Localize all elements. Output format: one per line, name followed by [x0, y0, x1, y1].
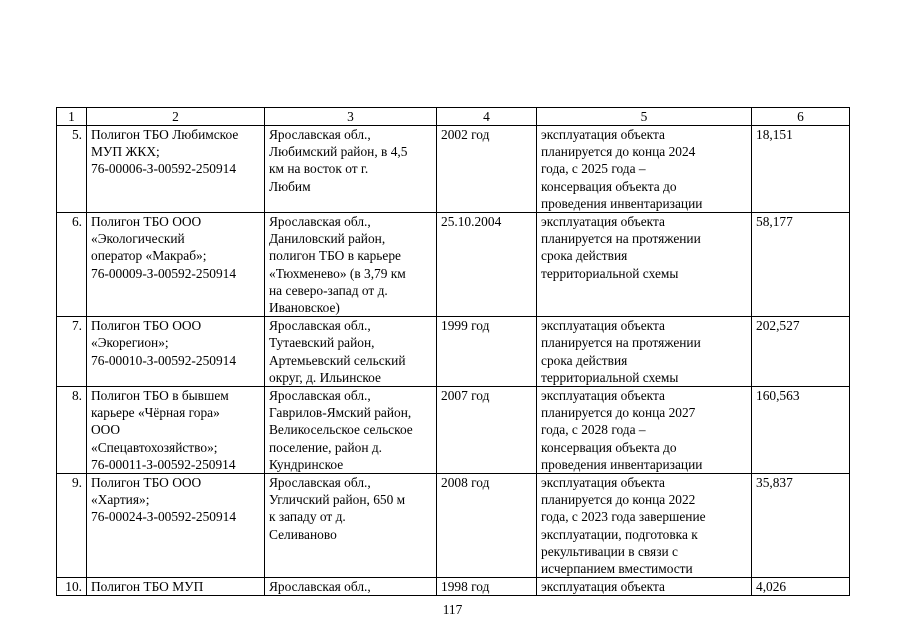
landfill-location: Ярославская обл., Любимский район, в 4,5 км на восток от г. Любим	[265, 126, 437, 213]
table-row	[57, 317, 850, 387]
table-header-row	[57, 108, 850, 126]
row-number: 8.	[57, 387, 87, 474]
capacity-value: 35,837	[752, 474, 850, 578]
header-cell: 3	[265, 108, 437, 126]
capacity-value: 202,527	[752, 317, 850, 387]
row-number: 6.	[57, 213, 87, 317]
table-row	[57, 213, 850, 317]
landfill-name: Полигон ТБО ООО «Хартия»; 76-00024-З-00592-250914	[87, 474, 265, 578]
landfill-name: Полигон ТБО Любимское МУП ЖКХ; 76-00006-З-00592-250914	[87, 126, 265, 213]
commission-date: 2007 год	[437, 387, 537, 474]
commission-date: 1999 год	[437, 317, 537, 387]
capacity-value: 18,151	[752, 126, 850, 213]
commission-date: 2008 год	[437, 474, 537, 578]
table-row	[57, 578, 850, 596]
operation-status: эксплуатация объекта	[537, 578, 752, 596]
commission-date: 2002 год	[437, 126, 537, 213]
landfill-table	[56, 107, 850, 596]
capacity-value: 4,026	[752, 578, 850, 596]
landfill-name: Полигон ТБО МУП	[87, 578, 265, 596]
operation-status: эксплуатация объекта планируется на протяжении срока действия территориальной схемы	[537, 317, 752, 387]
row-number: 9.	[57, 474, 87, 578]
operation-status: эксплуатация объекта планируется до конца 2024 года, с 2025 года – консервация объекта до проведения инвентаризации	[537, 126, 752, 213]
capacity-value: 160,563	[752, 387, 850, 474]
header-cell: 5	[537, 108, 752, 126]
landfill-location: Ярославская обл., Угличский район, 650 м к западу от д. Селиваново	[265, 474, 437, 578]
commission-date: 25.10.2004	[437, 213, 537, 317]
landfill-location: Ярославская обл.,	[265, 578, 437, 596]
table-row	[57, 474, 850, 578]
landfill-name: Полигон ТБО ООО «Экорегион»; 76-00010-З-00592-250914	[87, 317, 265, 387]
header-cell: 1	[57, 108, 87, 126]
operation-status: эксплуатация объекта планируется до конца 2022 года, с 2023 года завершение эксплуатации, подготовка к рекультивации в связи с исчерпанием вместимости	[537, 474, 752, 578]
landfill-name: Полигон ТБО в бывшем карьере «Чёрная гора» ООО «Спецавтохозяйство»; 76-00011-З-00592-250914	[87, 387, 265, 474]
table-row	[57, 387, 850, 474]
row-number: 5.	[57, 126, 87, 213]
landfill-location: Ярославская обл., Даниловский район, полигон ТБО в карьере «Тюхменево» (в 3,79 км на северо-запад от д. Ивановское)	[265, 213, 437, 317]
header-cell: 2	[87, 108, 265, 126]
landfill-location: Ярославская обл., Гаврилов-Ямский район, Великосельское сельское поселение, район д. Кундринское	[265, 387, 437, 474]
header-cell: 4	[437, 108, 537, 126]
landfill-name: Полигон ТБО ООО «Экологический оператор «Макраб»; 76-00009-З-00592-250914	[87, 213, 265, 317]
operation-status: эксплуатация объекта планируется до конца 2027 года, с 2028 года – консервация объекта до проведения инвентаризации	[537, 387, 752, 474]
header-cell: 6	[752, 108, 850, 126]
commission-date: 1998 год	[437, 578, 537, 596]
operation-status: эксплуатация объекта планируется на протяжении срока действия территориальной схемы	[537, 213, 752, 317]
landfill-location: Ярославская обл., Тутаевский район, Артемьевский сельский округ, д. Ильинское	[265, 317, 437, 387]
capacity-value: 58,177	[752, 213, 850, 317]
table-row	[57, 126, 850, 213]
row-number: 7.	[57, 317, 87, 387]
row-number: 10.	[57, 578, 87, 596]
page-number: 117	[442, 602, 463, 617]
